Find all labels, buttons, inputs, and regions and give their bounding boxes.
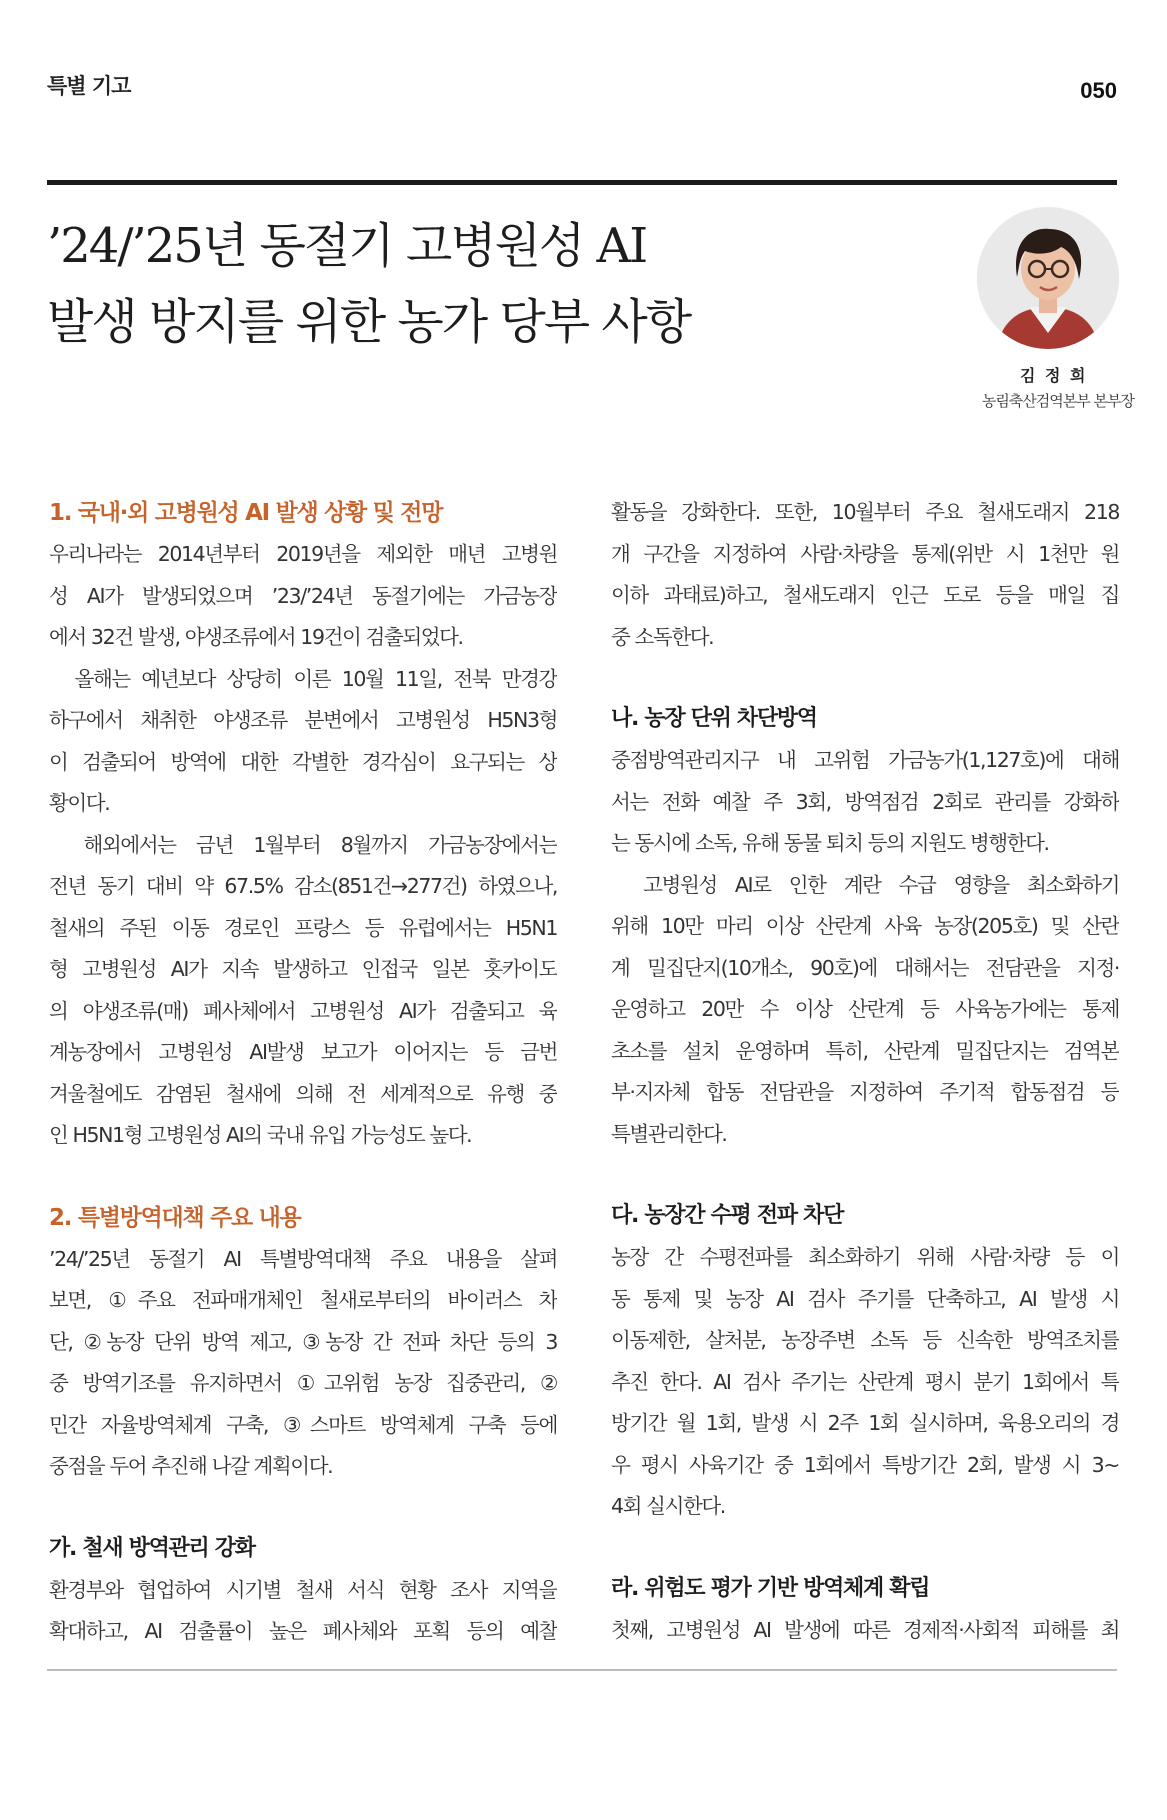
text-line: 황이다. <box>49 791 110 815</box>
text-line: 단, ②농장 단위 방역 제고, ③농장 간 전파 차단 등의 3 <box>49 1329 557 1354</box>
section-1-paragraph-3 <box>49 825 557 1157</box>
subsection-ra-paragraph-1 <box>611 1610 1119 1652</box>
spacer <box>611 658 1119 698</box>
text-line: 의 야생조류(매) 폐사체에서 고병원성 AI가 검출되고 육 <box>49 998 557 1023</box>
text-line: 위해 10만 마리 이상 산란계 사육 농장(205호) 및 산란 <box>611 914 1119 938</box>
bottom-divider <box>47 1669 1117 1671</box>
text-line: 올해는 예년보다 상당히 이른 10월 11일, 전북 만경강 <box>49 666 557 691</box>
text-line: 확대하고, AI 검출률이 높은 폐사체와 포획 등의 예찰 <box>49 1619 557 1643</box>
text-line: 운영하고 20만 수 이상 산란계 등 사육농가에는 통제 <box>611 997 1119 1021</box>
subsection-na-heading: 나. 농장 단위 차단방역 <box>611 706 817 731</box>
text-line: 는 동시에 소독, 유해 동물 퇴치 등의 지원도 병행한다. <box>611 831 1049 855</box>
subsection-ga-heading: 가. 철새 방역관리 강화 <box>49 1535 255 1561</box>
text-line: 4회 실시한다. <box>611 1494 725 1518</box>
section-1-heading: 1. 국내·외 고병원성 AI 발생 상황 및 전망 <box>49 500 443 526</box>
section-1-paragraph-2 <box>49 659 557 825</box>
article-title <box>47 208 947 360</box>
text-line: 전년 동기 대비 약 67.5% 감소(851건→277건) 하였으나, <box>49 874 557 898</box>
text-line: 이하 과태료)하고, 철새도래지 인근 도로 등을 매일 집 <box>611 583 1119 607</box>
portrait-illustration <box>977 207 1119 349</box>
text-line: 성 AI가 발생되었으며 ’23/’24년 동절기에는 가금농장 <box>49 583 557 608</box>
subsection-ga-paragraph-1 <box>49 1570 557 1653</box>
author-name: 김 정 희 <box>1020 366 1088 385</box>
section-1-paragraph-1 <box>49 534 557 659</box>
text-line: 에서 32건 발생, 야생조류에서 19건이 검출되었다. <box>49 625 463 649</box>
text-line: 계 밀집단지(10개소, 90호)에 대해서는 전담관을 지정· <box>611 955 1119 980</box>
title-line-2: 발생 방지를 위한 농가 당부 사항 <box>47 294 691 350</box>
spacer <box>611 1528 1119 1568</box>
text-line: 동 통제 및 농장 AI 검사 주기를 단축하고, AI 발생 시 <box>611 1286 1119 1311</box>
right-column <box>611 492 1119 1651</box>
subsection-na-paragraph-1 <box>611 740 1119 865</box>
spacer <box>49 1488 557 1528</box>
author-title: 농림축산검역본부 본부장 <box>981 392 1134 410</box>
section-label: 특별 기고 <box>47 74 131 98</box>
author-portrait <box>977 207 1119 349</box>
page-number: 050 <box>1080 78 1117 103</box>
text-line: 형 고병원성 AI가 지속 발생하고 인접국 일본 홋카이도 <box>49 957 557 981</box>
text-line: 중점을 두어 추진해 나갈 계획이다. <box>49 1454 333 1478</box>
text-line: 인 H5N1형 고병원성 AI의 국내 유입 가능성도 높다. <box>49 1123 472 1147</box>
section-2-heading: 2. 특별방역대책 주요 내용 <box>49 1204 301 1231</box>
text-line: 철새의 주된 이동 경로인 프랑스 등 유럽에서는 H5N1 <box>49 915 557 940</box>
text-line: ’24/’25년 동절기 AI 특별방역대책 주요 내용을 살펴 <box>49 1246 557 1271</box>
text-line: 고병원성 AI로 인한 계란 수급 영향을 최소화하기 <box>611 872 1119 897</box>
title-line-1: ’24/’25년 동절기 고병원성 AI <box>47 218 647 274</box>
spacer <box>49 1157 557 1197</box>
top-divider <box>47 180 1117 185</box>
subsection-na-paragraph-2 <box>611 865 1119 1156</box>
text-line: 농장 간 수평전파를 최소화하기 위해 사람·차량 등 이 <box>611 1245 1119 1269</box>
subsection-ga-paragraph-1-continued <box>611 492 1119 658</box>
text-line: 보면, ①주요 전파매개체인 철새로부터의 바이러스 차 <box>49 1288 557 1312</box>
text-line: 개 구간을 지정하여 사람·차량을 통제(위반 시 1천만 원 <box>611 541 1119 566</box>
text-line: 중 소독한다. <box>611 624 714 649</box>
text-line: 중 방역기조를 유지하면서 ①고위험 농장 집중관리, ② <box>49 1371 557 1395</box>
text-line: 중점방역관리지구 내 고위험 가금농가(1,127호)에 대해 <box>611 748 1119 772</box>
text-line: 환경부와 협업하여 시기별 철새 서식 현황 조사 지역을 <box>49 1577 557 1602</box>
text-line: 겨울철에도 감염된 철새에 의해 전 세계적으로 유행 중 <box>49 1081 557 1106</box>
text-line: 방기간 월 1회, 발생 시 2주 1회 실시하며, 육용오리의 경 <box>611 1411 1119 1435</box>
subsection-da-paragraph-1 <box>611 1237 1119 1528</box>
text-line: 서는 전화 예찰 주 3회, 방역점검 2회로 관리를 강화하 <box>611 789 1119 814</box>
text-line: 추진 한다. AI 검사 주기는 산란계 평시 분기 1회에서 특 <box>611 1369 1119 1394</box>
text-line: 우 평시 사육기간 중 1회에서 특방기간 2회, 발생 시 3~ <box>611 1452 1119 1477</box>
text-line: 활동을 강화한다. 또한, 10월부터 주요 철새도래지 218 <box>611 500 1119 524</box>
section-2-paragraph-1 <box>49 1239 557 1488</box>
text-line: 첫째, 고병원성 AI 발생에 따른 경제적·사회적 피해를 최 <box>611 1617 1119 1642</box>
text-line: 이 검출되어 방역에 대한 각별한 경각심이 요구되는 상 <box>49 749 557 774</box>
text-line: 해외에서는 금년 1월부터 8월까지 가금농장에서는 <box>49 832 557 857</box>
left-column <box>49 492 557 1653</box>
text-line: 민간 자율방역체계 구축, ③스마트 방역체계 구축 등에 <box>49 1412 557 1437</box>
text-line: 우리나라는 2014년부터 2019년을 제외한 매년 고병원 <box>49 542 557 566</box>
text-line: 부·지자체 합동 전담관을 지정하여 주기적 합동점검 등 <box>611 1080 1119 1104</box>
text-line: 이동제한, 살처분, 농장주변 소독 등 신속한 방역조치를 <box>611 1328 1119 1352</box>
spacer <box>611 1155 1119 1195</box>
subsection-da-heading: 다. 농장간 수평 전파 차단 <box>611 1203 844 1228</box>
text-line: 하구에서 채취한 야생조류 분변에서 고병원성 H5N3형 <box>49 708 557 732</box>
text-line: 계농장에서 고병원성 AI발생 보고가 이어지는 등 금번 <box>49 1040 557 1064</box>
text-line: 특별관리한다. <box>611 1121 727 1146</box>
subsection-ra-heading: 라. 위험도 평가 기반 방역체계 확립 <box>611 1575 930 1601</box>
text-line: 초소를 설치 운영하며 특히, 산란계 밀집단지는 검역본 <box>611 1038 1119 1063</box>
